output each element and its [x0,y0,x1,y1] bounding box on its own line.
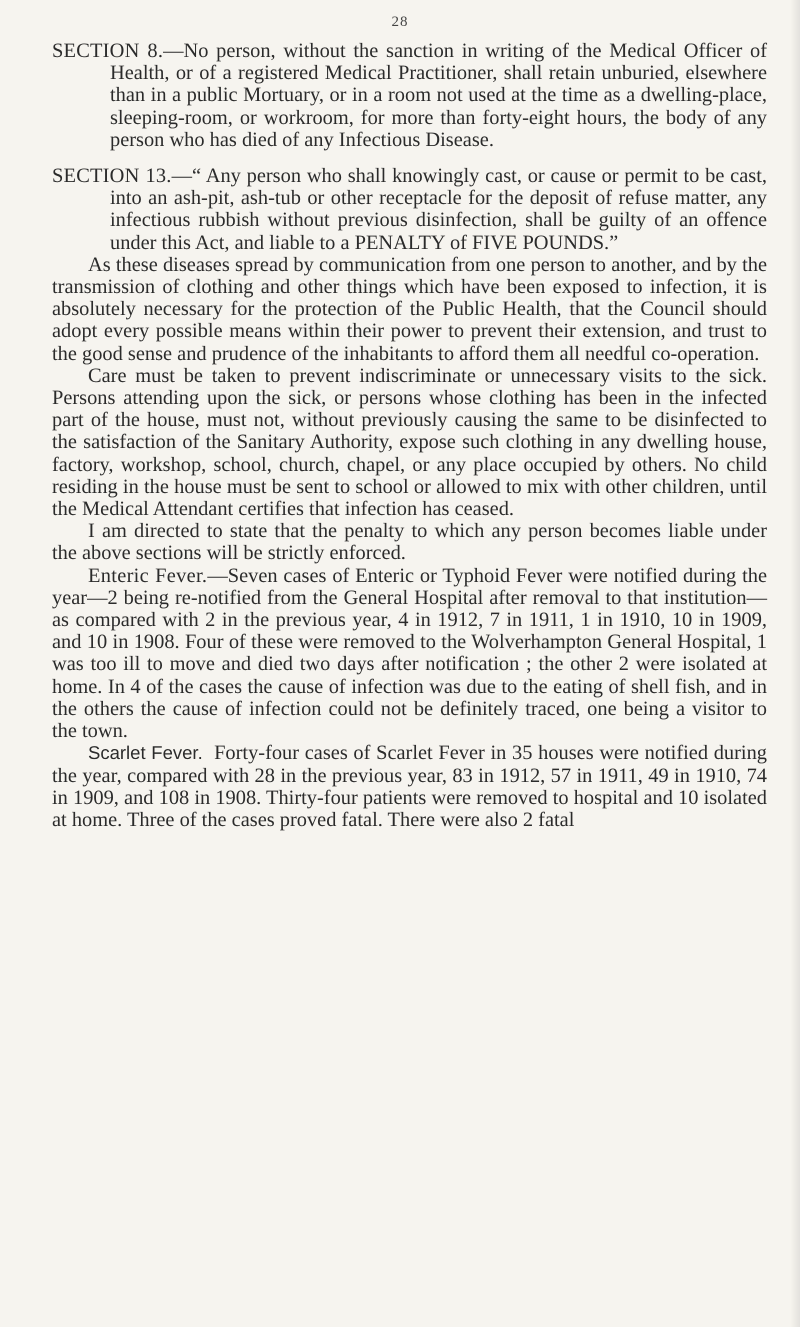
enteric-fever-heading: Enteric Fever. [88,564,208,587]
section-13-paragraph [52,165,767,254]
enteric-fever-paragraph [52,565,767,743]
scarlet-fever-heading: Scarlet Fever. [88,742,203,764]
communication-paragraph: As these diseases spread by communication from one person to another, and by the transmission of clothing and other things which have been exposed to infection, it is absolutely necessary for the protection of the Public Health, that the Council should adopt every possible means within their power to prevent their extension, and trust to the good sense and prudence of the inhabitants to afford them all needful co-operation. [52,253,767,365]
section-8-label: SECTION 8. [52,40,164,62]
page-number: 28 [391,14,409,30]
section-8-paragraph [52,40,767,151]
care-paragraph: Care must be taken to prevent indiscriminate or unnecessary visits to the sick. Persons attending upon the sick, or persons whose clothing has been in the infected part of the house, must not, without previously causing the same to be disinfected to the satisfaction of the Sanitary Authority, expose such clothing in any dwelling house, factory, workshop, school, church, chapel, or any place occupied by others. No child residing in the house must be sent to school or allowed to mix with other children, until the Medical Attendant certifies that infection has ceased. [52,364,767,521]
section-13-text: —“ Any person who shall knowingly cast, or cause or permit to be cast, into an ash-pit, ash-tub or other receptacle for the deposit of refuse matter, any infectious rubbish without previous disinfection, shall be guilty of an offence under this Act, and liable to a PENALTY of FIVE POUNDS.” [110,165,767,254]
scarlet-fever-paragraph [52,742,767,831]
page-edge-shadow [790,0,800,1327]
section-13-label: SECTION 13. [52,165,172,188]
enteric-fever-text: —Seven cases of Enteric or Typhoid Fever were notified during the year—2 being re-notified from the General Hospital after removal to that institution—as compared with 2 in the previous year, 4 in 1912, 7 in 1911, 1 in 1910, 10 in 1909, and 10 in 1908. Four of these were removed to the Wolverhampton General Hospital, 1 was too ill to move and died two days after notification ; the other 2 were isolated at home. In 4 of the cases the cause of infection was due to the eating of shell fish, and in the others the cause of infection could not be definitely traced, one being a visitor to the town. [52,564,767,743]
text-column [52,40,767,831]
penalty-paragraph: I am directed to state that the penalty to which any person becomes liable under the above sections will be strictly enforced. [52,520,767,565]
section-8-text: —No person, without the sanction in writing of the Medical Officer of Health, or of a registered Medical Practitioner, shall retain unburied, elsewhere than in a public Mortuary, or in a room not used at the time as a dwelling-place, sleeping-room, or workroom, for more than forty-eight hours, the body of any person who has died of any Infectious Disease. [110,40,768,151]
scarlet-fever-text: Forty-four cases of Scarlet Fever in 35 houses were notified during the year, compared with 28 in the previous year, 83 in 1912, 57 in 1911, 49 in 1910, 74 in 1909, and 108 in 1908. Thirty-four patients were removed to hospital and 10 isolated at home. Three of the cases proved fatal. There were also 2 fatal [52,742,767,831]
scarlet-fever-spacer [203,742,214,764]
